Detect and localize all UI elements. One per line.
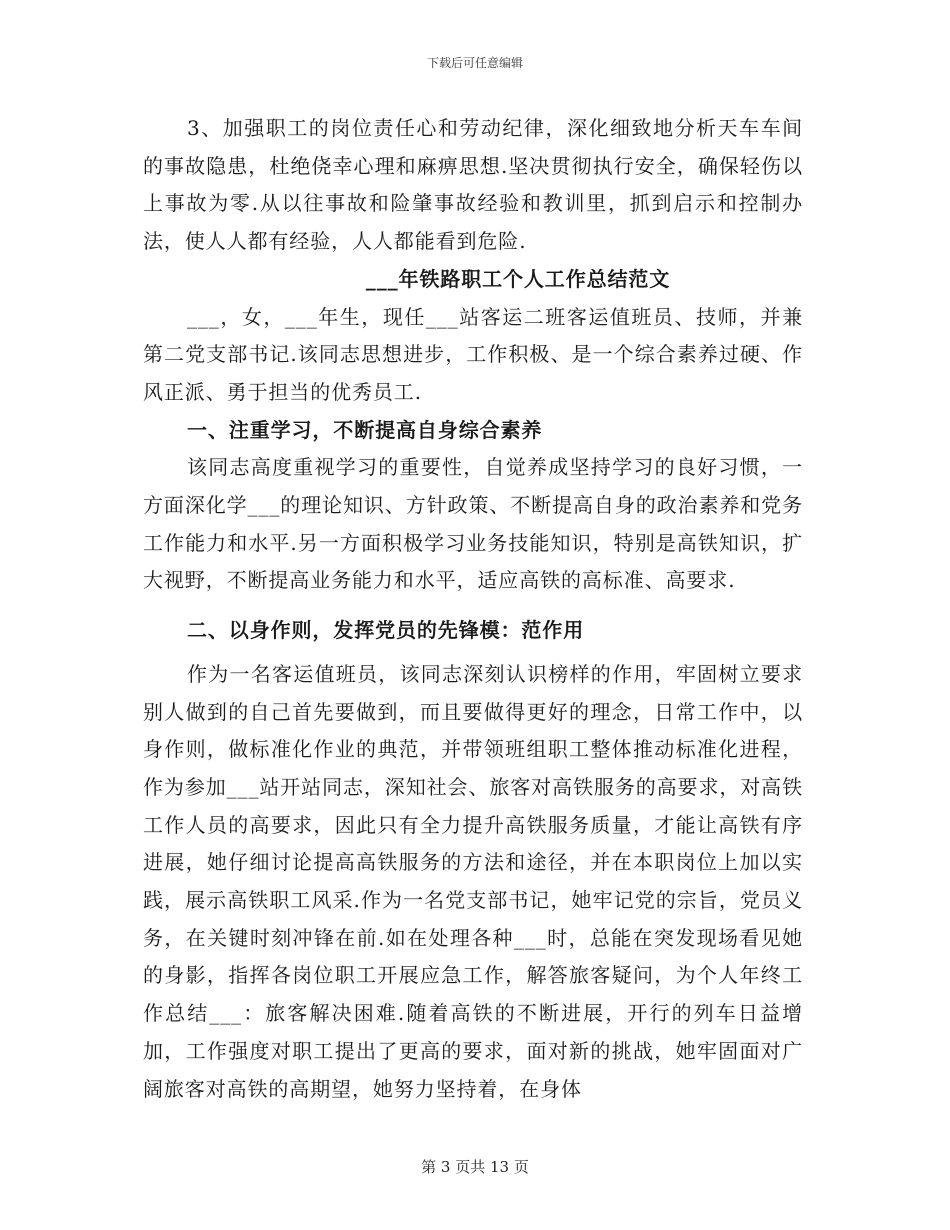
section-heading-example: 二、以身作则，发挥党员的先锋模：范作用 bbox=[187, 618, 585, 643]
document-title: ___年铁路职工个人工作总结范文 bbox=[365, 266, 671, 291]
page-footer: 第 3 页共 13 页 bbox=[421, 1158, 529, 1176]
paragraph-introduction: ___，女，___年生，现任___站客运二班客运值班员、技师，并兼第二党支部书记.该同志思想进步，工作积极、是一个综合素养过硬、作风正派、勇于担当的优秀员工. bbox=[143, 304, 803, 404]
page-header: 下载后可任意编辑 bbox=[426, 56, 523, 70]
section-heading-study: 一、注重学习，不断提高自身综合素养 bbox=[187, 417, 543, 442]
paragraph-safety-measures: 3、加强职工的岗位责任心和劳动纪律，深化细致地分析天车车间的事故隐患，杜绝侥幸心理和麻痹思想.坚决贯彻执行安全，确保轻伤以上事故为零.从以往事故和险肇事故经验和教训里，抓到启示和控制办法，使人人都有经验，人人都能看到危险. bbox=[143, 116, 803, 254]
document-body bbox=[143, 110, 803, 1108]
paragraph-study: 该同志高度重视学习的重要性，自觉养成坚持学习的良好习惯，一方面深化学___的理论知识、方针政策、不断提高自身的政治素养和党务工作能力和水平.另一方面积极学习业务技能知识，特别是高铁知识，扩大视野，不断提高业务能力和水平，适应高铁的高标准、高要求. bbox=[143, 455, 803, 593]
paragraph-example: 作为一名客运值班员，该同志深刻认识榜样的作用，牢固树立要求别人做到的自己首先要做到，而且要做得更好的理念，日常工作中，以身作则，做标准化作业的典范，并带领班组职工整体推动标准化进程，作为参加___站开站同志，深知社会、旅客对高铁服务的高要求，对高铁工作人员的高要求，因此只有全力提升高铁服务质量，才能让高铁有序进展，她仔细讨论提高高铁服务的方法和途径，并在本职岗位上加以实践，展示高铁职工风采.作为一名党支部书记，她牢记党的宗旨，党员义务，在关键时刻冲锋在前.如在处理各种___时，总能在突发现场看见她的身影，指挥各岗位职工开展应急工作，解答旅客疑问，为个人年终工作总结___：旅客解决困难.随着高铁的不断进展，开行的列车日益增加，工作强度对职工提出了更高的要求，面对新的挑战，她牢固面对广阔旅客对高铁的高期望，她努力坚持着，在身体 bbox=[143, 661, 803, 1101]
